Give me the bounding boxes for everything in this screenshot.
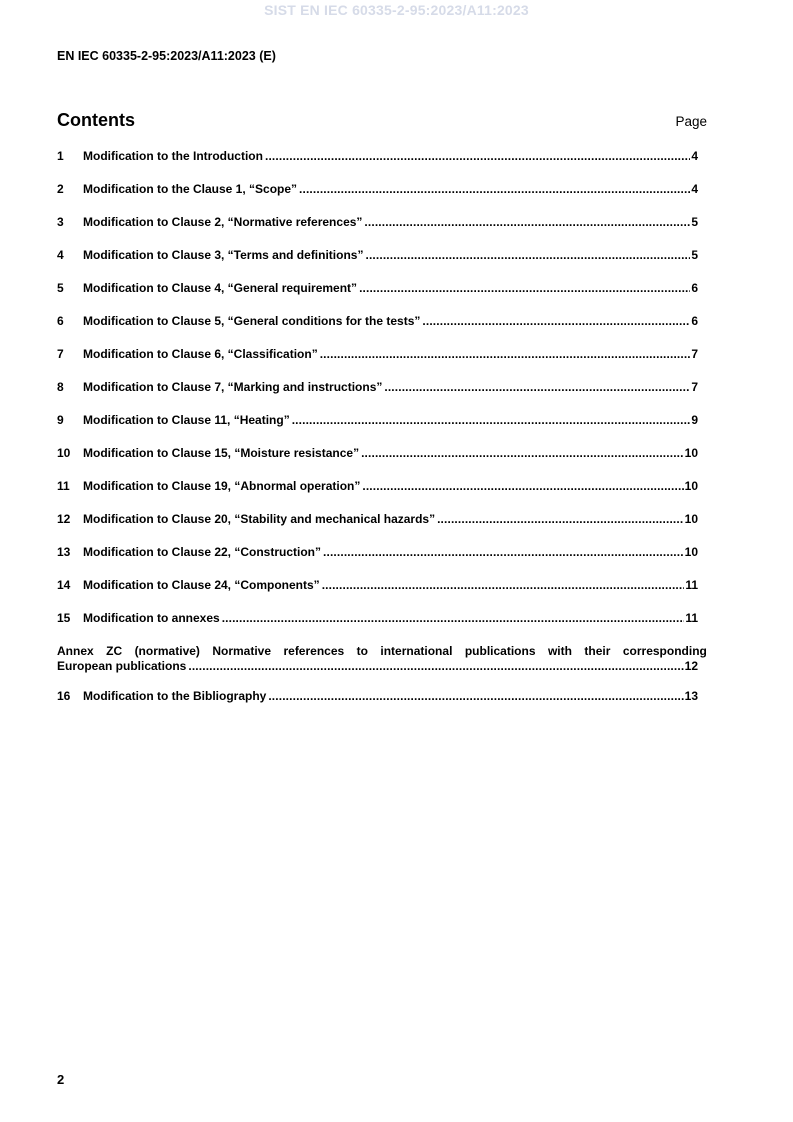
toc-entry-number: 13 bbox=[57, 545, 71, 559]
toc-entry-title: Modification to Clause 6, “Classification” bbox=[83, 347, 318, 361]
contents-title: Contents bbox=[57, 110, 135, 130]
toc-entry-page: 7 bbox=[691, 347, 698, 361]
watermark: SIST EN IEC 60335-2-95:2023/A11:2023 bbox=[264, 2, 529, 18]
dot-leader bbox=[360, 479, 683, 493]
dot-leader bbox=[318, 347, 691, 361]
toc-entry-title: Modification to Clause 2, “Normative references” bbox=[83, 215, 363, 229]
annex-title-continued: European publications bbox=[57, 659, 187, 673]
contents-header bbox=[57, 110, 707, 134]
toc-entry-number: 16 bbox=[57, 689, 71, 703]
toc-entry-title: Modification to annexes bbox=[83, 611, 220, 625]
toc-entry-page: 4 bbox=[691, 149, 698, 163]
toc-entry-3[interactable] bbox=[57, 215, 698, 231]
toc-entry-page: 11 bbox=[685, 578, 698, 592]
annex-title-word: corresponding bbox=[622, 644, 707, 658]
toc-entry-13[interactable] bbox=[57, 545, 698, 561]
toc-entry-title: Modification to the Bibliography bbox=[83, 689, 267, 703]
toc-entries bbox=[57, 149, 698, 627]
toc-entry-title: Modification to Clause 5, “General conditions for the tests” bbox=[83, 314, 421, 328]
toc-entry-title: Modification to Clause 3, “Terms and definitions” bbox=[83, 248, 364, 262]
dot-leader bbox=[357, 281, 690, 295]
page-column-label: Page bbox=[675, 114, 707, 129]
toc-entry-1[interactable] bbox=[57, 149, 698, 165]
annex-title-line2 bbox=[57, 659, 698, 674]
toc-entry-page: 10 bbox=[684, 446, 698, 460]
toc-entry-number: 8 bbox=[57, 380, 64, 394]
toc-entry-number: 10 bbox=[57, 446, 71, 460]
toc-entry-11[interactable] bbox=[57, 479, 698, 495]
toc-entry-number: 15 bbox=[57, 611, 71, 625]
toc-entry-title: Modification to Clause 20, “Stability and mechanical hazards” bbox=[83, 512, 436, 526]
toc-entry-number: 14 bbox=[57, 578, 71, 592]
dot-leader bbox=[186, 659, 683, 674]
dot-leader bbox=[382, 380, 690, 394]
toc-entry-page: 6 bbox=[691, 314, 698, 328]
toc-entry-page: 5 bbox=[691, 215, 698, 229]
toc-entry-title: Modification to Clause 24, “Components” bbox=[83, 578, 320, 592]
dot-leader bbox=[359, 446, 684, 460]
annex-title-word: to bbox=[356, 644, 368, 658]
toc-entry-4[interactable] bbox=[57, 248, 698, 264]
toc-entry-page: 7 bbox=[691, 380, 698, 394]
annex-title-word: (normative) bbox=[134, 644, 200, 658]
toc-entry-16[interactable] bbox=[57, 689, 698, 705]
dot-leader bbox=[362, 215, 690, 229]
toc-entry-title: Modification to Clause 11, “Heating” bbox=[83, 413, 290, 427]
toc-entry-number: 5 bbox=[57, 281, 64, 295]
annex-title-word: ZC bbox=[106, 644, 123, 658]
toc-entry-title: Modification to Clause 22, “Construction” bbox=[83, 545, 322, 559]
toc-entry-8[interactable] bbox=[57, 380, 698, 396]
toc-entry-9[interactable] bbox=[57, 413, 698, 429]
toc-entry-number: 2 bbox=[57, 182, 64, 196]
dot-leader bbox=[290, 413, 691, 427]
toc-entry-title: Modification to Clause 4, “General requirement” bbox=[83, 281, 358, 295]
toc-entry-title: Modification to the Introduction bbox=[83, 149, 263, 163]
table-of-contents bbox=[57, 149, 707, 722]
dot-leader bbox=[363, 248, 690, 262]
toc-entry-annex-zc[interactable] bbox=[57, 644, 707, 674]
page-number: 2 bbox=[57, 1072, 65, 1087]
toc-entry-7[interactable] bbox=[57, 347, 698, 363]
document-reference: EN IEC 60335-2-95:2023/A11:2023 (E) bbox=[57, 49, 276, 63]
toc-entry-15[interactable] bbox=[57, 611, 698, 627]
toc-entry-number: 11 bbox=[57, 479, 70, 493]
toc-entry-page: 13 bbox=[684, 689, 698, 703]
dot-leader bbox=[320, 578, 685, 592]
toc-entry-page: 4 bbox=[691, 182, 698, 196]
toc-entry-page: 11 bbox=[685, 611, 698, 625]
toc-entry-title: Modification to Clause 7, “Marking and instructions” bbox=[83, 380, 383, 394]
toc-entry-number: 1 bbox=[57, 149, 64, 163]
toc-entry-page: 6 bbox=[691, 281, 698, 295]
toc-entry-page: 9 bbox=[691, 413, 698, 427]
dot-leader bbox=[435, 512, 684, 526]
annex-title-word: Normative bbox=[212, 644, 272, 658]
toc-entry-number: 7 bbox=[57, 347, 64, 361]
dot-leader bbox=[420, 314, 690, 328]
toc-entry-number: 9 bbox=[57, 413, 64, 427]
toc-entry-page: 10 bbox=[684, 512, 698, 526]
toc-entry-10[interactable] bbox=[57, 446, 698, 462]
toc-entry-title: Modification to Clause 19, “Abnormal operation” bbox=[83, 479, 361, 493]
toc-entry-title: Modification to the Clause 1, “Scope” bbox=[83, 182, 298, 196]
annex-title-word: international bbox=[380, 644, 453, 658]
toc-entry-6[interactable] bbox=[57, 314, 698, 330]
toc-entry-14[interactable] bbox=[57, 578, 698, 594]
toc-entry-page: 10 bbox=[684, 479, 698, 493]
dot-leader bbox=[321, 545, 684, 559]
toc-entry-12[interactable] bbox=[57, 512, 698, 528]
annex-title-word: Annex bbox=[57, 644, 94, 658]
dot-leader bbox=[297, 182, 690, 196]
toc-entry-number: 4 bbox=[57, 248, 64, 262]
toc-entry-title: Modification to Clause 15, “Moisture resistance” bbox=[83, 446, 360, 460]
toc-entry-page: 5 bbox=[691, 248, 698, 262]
dot-leader bbox=[266, 689, 683, 703]
annex-title-line1 bbox=[57, 644, 707, 659]
annex-page-number: 12 bbox=[684, 659, 698, 673]
annex-title-word: their bbox=[584, 644, 611, 658]
toc-entry-page: 10 bbox=[684, 545, 698, 559]
toc-entry-2[interactable] bbox=[57, 182, 698, 198]
annex-title-word: references bbox=[283, 644, 345, 658]
annex-title-word: publications bbox=[464, 644, 536, 658]
toc-entry-number: 6 bbox=[57, 314, 64, 328]
toc-entry-5[interactable] bbox=[57, 281, 698, 297]
dot-leader bbox=[263, 149, 690, 163]
dot-leader bbox=[220, 611, 685, 625]
toc-entry-number: 3 bbox=[57, 215, 64, 229]
annex-title-word: with bbox=[547, 644, 572, 658]
toc-entry-number: 12 bbox=[57, 512, 71, 526]
